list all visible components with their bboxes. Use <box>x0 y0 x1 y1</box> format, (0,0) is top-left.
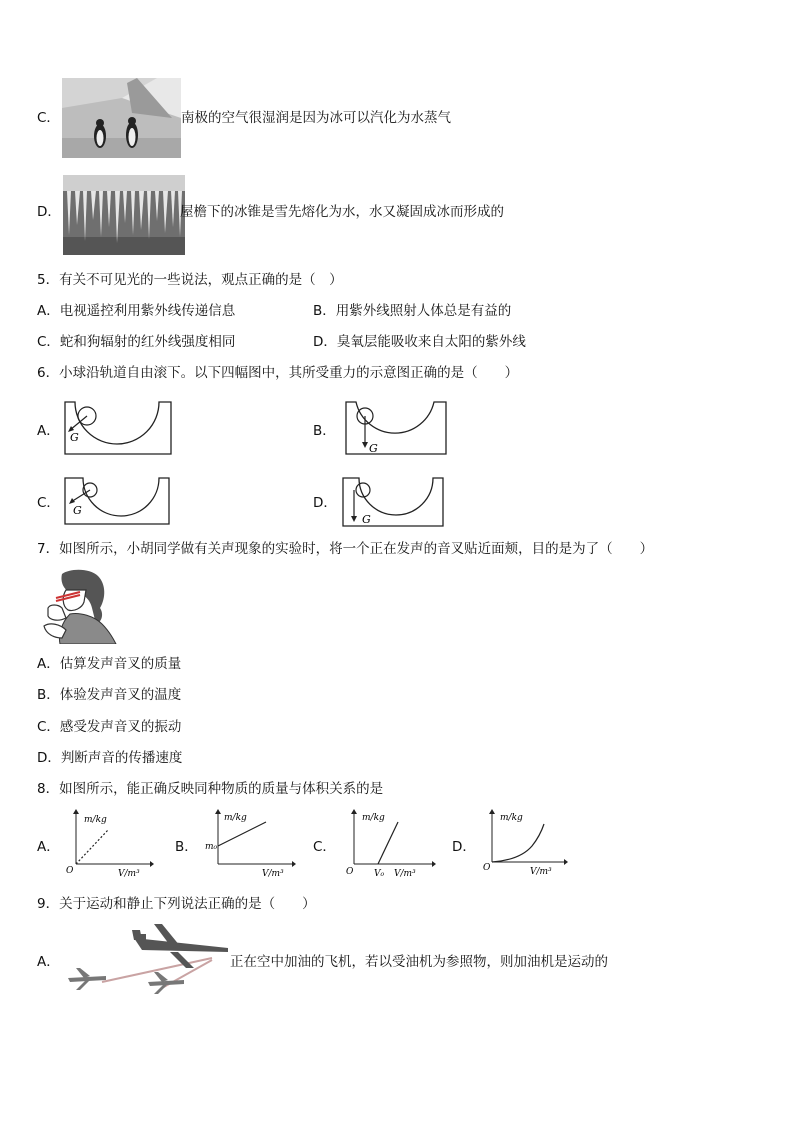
q8-a-origin: O <box>66 866 74 876</box>
icicles-image <box>63 175 185 255</box>
q8-option-d-letter: D． <box>452 839 476 855</box>
q6-b-force-label: G <box>369 442 378 455</box>
q7-option-d: D．判断声音的传播速度 <box>37 750 183 766</box>
q8-graph-a <box>62 808 154 878</box>
q8-stem: 8．如图所示，能正确反映同种物质的质量与体积关系的是 <box>37 781 384 797</box>
q6-c-force-label: G <box>73 504 82 517</box>
q6-option-d-letter: D． <box>313 495 337 511</box>
q6-diagram-a <box>62 400 174 456</box>
q8-graph-b <box>200 808 296 878</box>
q8-c-v0: V₀ <box>374 869 385 879</box>
q6-diagram-b <box>343 400 449 456</box>
q4-option-d-letter: D． <box>37 204 61 220</box>
q4-option-c-text: 南极的空气很湿润是因为冰可以汽化为水蒸气 <box>181 110 451 126</box>
q6-option-b-letter: B． <box>313 423 336 439</box>
q8-graph-d <box>480 808 572 878</box>
q6-option-c-letter: C． <box>37 495 60 511</box>
q8-d-xlabel: V/m³ <box>530 867 552 877</box>
aerial-refueling-image <box>62 918 230 998</box>
q9-stem: 9．关于运动和静止下列说法正确的是（ ） <box>37 896 316 912</box>
q5-option-a: A．电视遥控利用紫外线传递信息 <box>37 303 236 319</box>
q4-option-c-letter: C． <box>37 110 60 126</box>
q5-option-d: D．臭氧层能吸收来自太阳的紫外线 <box>313 334 526 350</box>
q6-diagram-c <box>62 476 172 526</box>
q8-graph-c <box>340 808 440 880</box>
q8-d-ylabel: m/kg <box>500 813 523 823</box>
q8-c-ylabel: m/kg <box>362 813 385 823</box>
q6-option-a-letter: A． <box>37 423 60 439</box>
q8-d-origin: O <box>483 863 491 873</box>
q5-option-c: C．蛇和狗辐射的红外线强度相同 <box>37 334 236 350</box>
q6-a-force-label: G <box>70 431 79 444</box>
q4-option-d-text: 屋檐下的冰锥是雪先熔化为水，水又凝固成冰而形成的 <box>180 204 504 220</box>
girl-tuning-fork-image <box>40 568 118 644</box>
q8-b-m0: m₀ <box>205 842 218 852</box>
q8-a-ylabel: m/kg <box>84 815 107 825</box>
q9-option-a-letter: A． <box>37 954 60 970</box>
q6-stem: 6．小球沿轨道自由滚下。以下四幅图中，其所受重力的示意图正确的是（ ） <box>37 365 519 381</box>
q8-option-a-letter: A． <box>37 839 60 855</box>
q8-c-xlabel: V/m³ <box>394 869 416 879</box>
q7-option-b: B．体验发声音叉的温度 <box>37 687 182 703</box>
q8-c-origin: O <box>346 867 354 877</box>
q7-option-a: A．估算发声音叉的质量 <box>37 656 182 672</box>
q6-diagram-d <box>340 476 446 528</box>
q5-option-b: B．用紫外线照射人体总是有益的 <box>313 303 512 319</box>
q8-option-b-letter: B． <box>175 839 198 855</box>
q7-stem: 7．如图所示，小胡同学做有关声现象的实验时，将一个正在发声的音叉贴近面颊，目的是为了（ ） <box>37 541 654 557</box>
q8-option-c-letter: C． <box>313 839 336 855</box>
penguins-antarctica-image <box>62 78 181 158</box>
q7-option-c: C．感受发声音叉的振动 <box>37 719 182 735</box>
q5-stem: 5．有关不可见光的一些说法，观点正确的是（ ） <box>37 272 343 288</box>
q8-b-ylabel: m/kg <box>224 813 247 823</box>
q6-d-force-label: G <box>362 513 371 526</box>
q8-a-xlabel: V/m³ <box>118 869 140 878</box>
q9-option-a-text: 正在空中加油的飞机，若以受油机为参照物，则加油机是运动的 <box>230 954 608 970</box>
q8-b-xlabel: V/m³ <box>262 869 284 878</box>
